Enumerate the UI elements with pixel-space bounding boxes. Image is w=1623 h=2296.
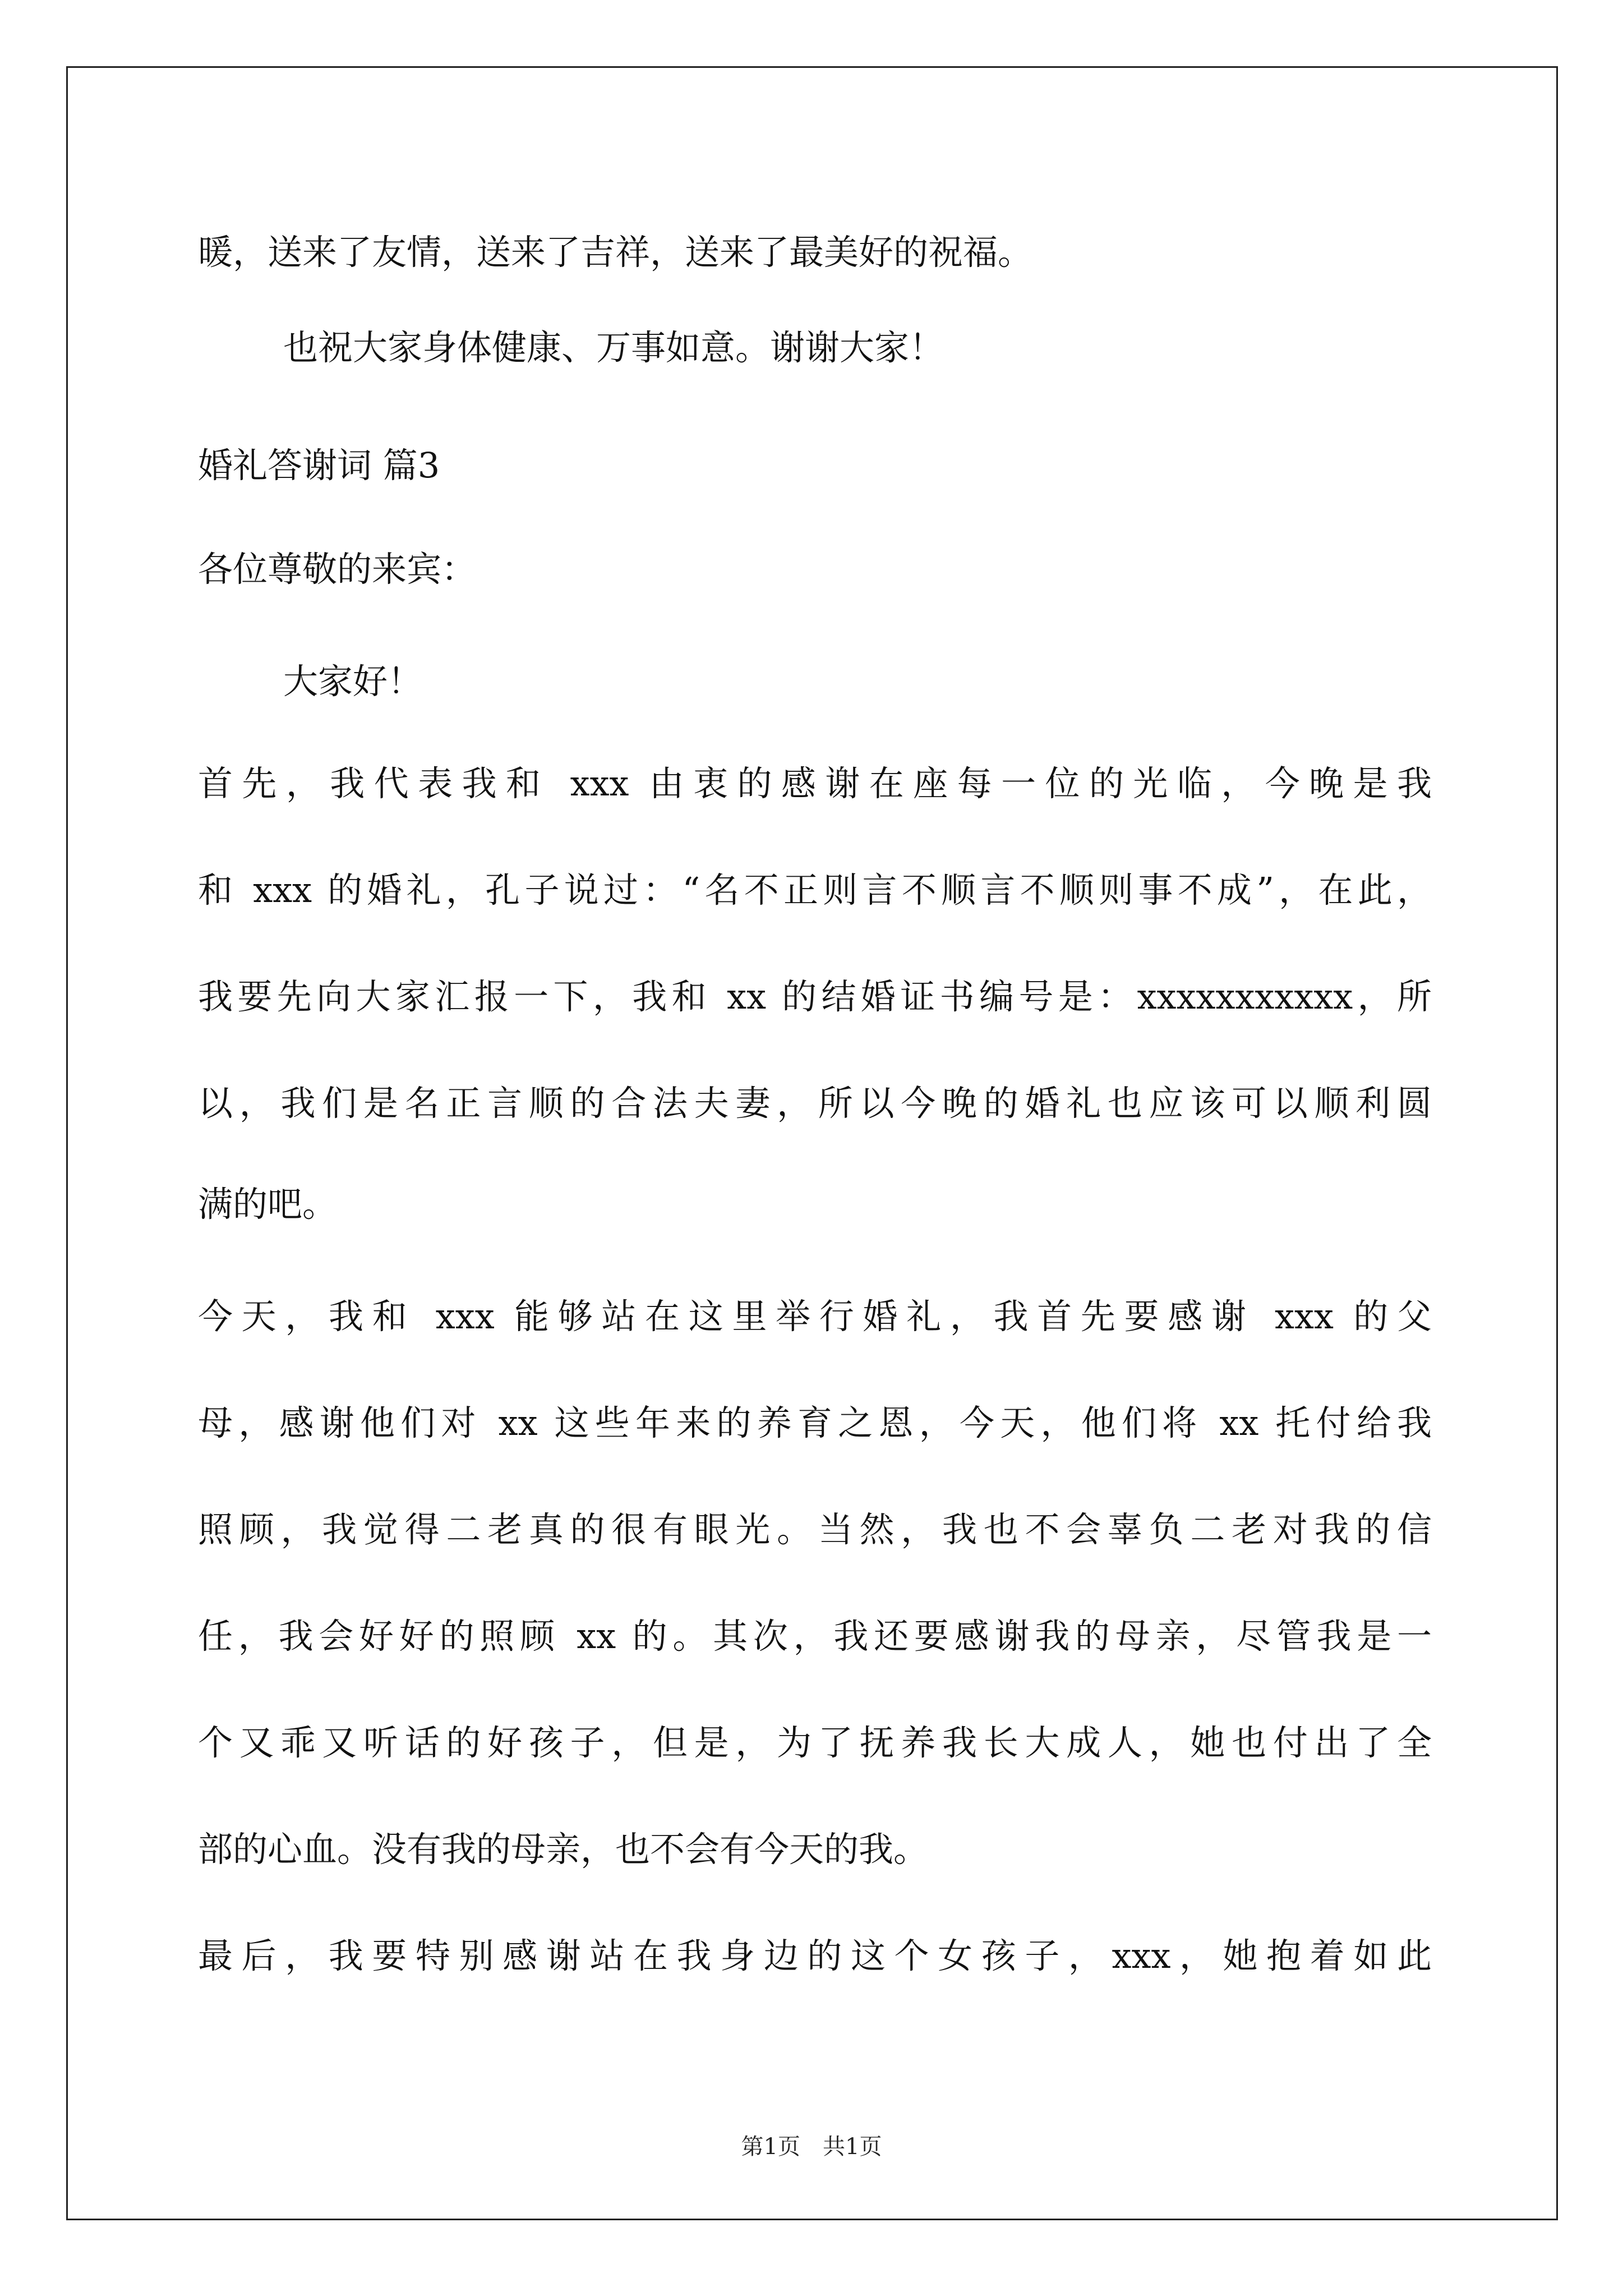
paragraph-line: 部的心血。没有我的母亲，也不会有今天的我。 — [198, 1829, 929, 1870]
paragraph-line: 以，我们是名正言顺的合法夫妻，所以今晚的婚礼也应该可以顺利圆 — [198, 1083, 1432, 1124]
paragraph-line: 首先，我代表我和 xxx 由衷的感谢在座每一位的光临，今晚是我 — [198, 763, 1432, 804]
paragraph-line: 和 xxx 的婚礼，孔子说过：“名不正则言不顺言不顺则事不成”，在此， — [198, 869, 1432, 910]
paragraph-line: 今天，我和 xxx 能够站在这里举行婚礼，我首先要感谢 xxx 的父 — [198, 1296, 1432, 1337]
section-heading: 婚礼答谢词 篇3 — [198, 445, 440, 486]
page-border — [66, 66, 1558, 2220]
paragraph-line: 我要先向大家汇报一下，我和 xx 的结婚证书编号是：xxxxxxxxxxx，所 — [198, 976, 1432, 1017]
paragraph-continuation-line: 暖，送来了友情，送来了吉祥，送来了最美好的祝福。 — [198, 232, 1033, 273]
paragraph-line: 任，我会好好的照顾 xx 的。其次，我还要感谢我的母亲，尽管我是一 — [198, 1616, 1432, 1657]
page-number-footer: 第1页 共1页 — [741, 2134, 882, 2160]
paragraph-line: 照顾，我觉得二老真的很有眼光。当然，我也不会辜负二老对我的信 — [198, 1509, 1432, 1550]
salutation: 各位尊敬的来宾： — [198, 549, 477, 590]
paragraph-line: 个又乖又听话的好孩子，但是，为了抚养我长大成人，她也付出了全 — [198, 1722, 1432, 1763]
paragraph-line: 满的吧。 — [198, 1184, 338, 1225]
paragraph-line: 最后，我要特别感谢站在我身边的这个女孩子，xxx，她抱着如此 — [198, 1935, 1432, 1976]
greeting: 大家好！ — [283, 661, 423, 702]
closing-wish-line: 也祝大家身体健康、万事如意。谢谢大家！ — [283, 327, 944, 368]
paragraph-line: 母，感谢他们对 xx 这些年来的养育之恩，今天，他们将 xx 托付给我 — [198, 1402, 1432, 1443]
